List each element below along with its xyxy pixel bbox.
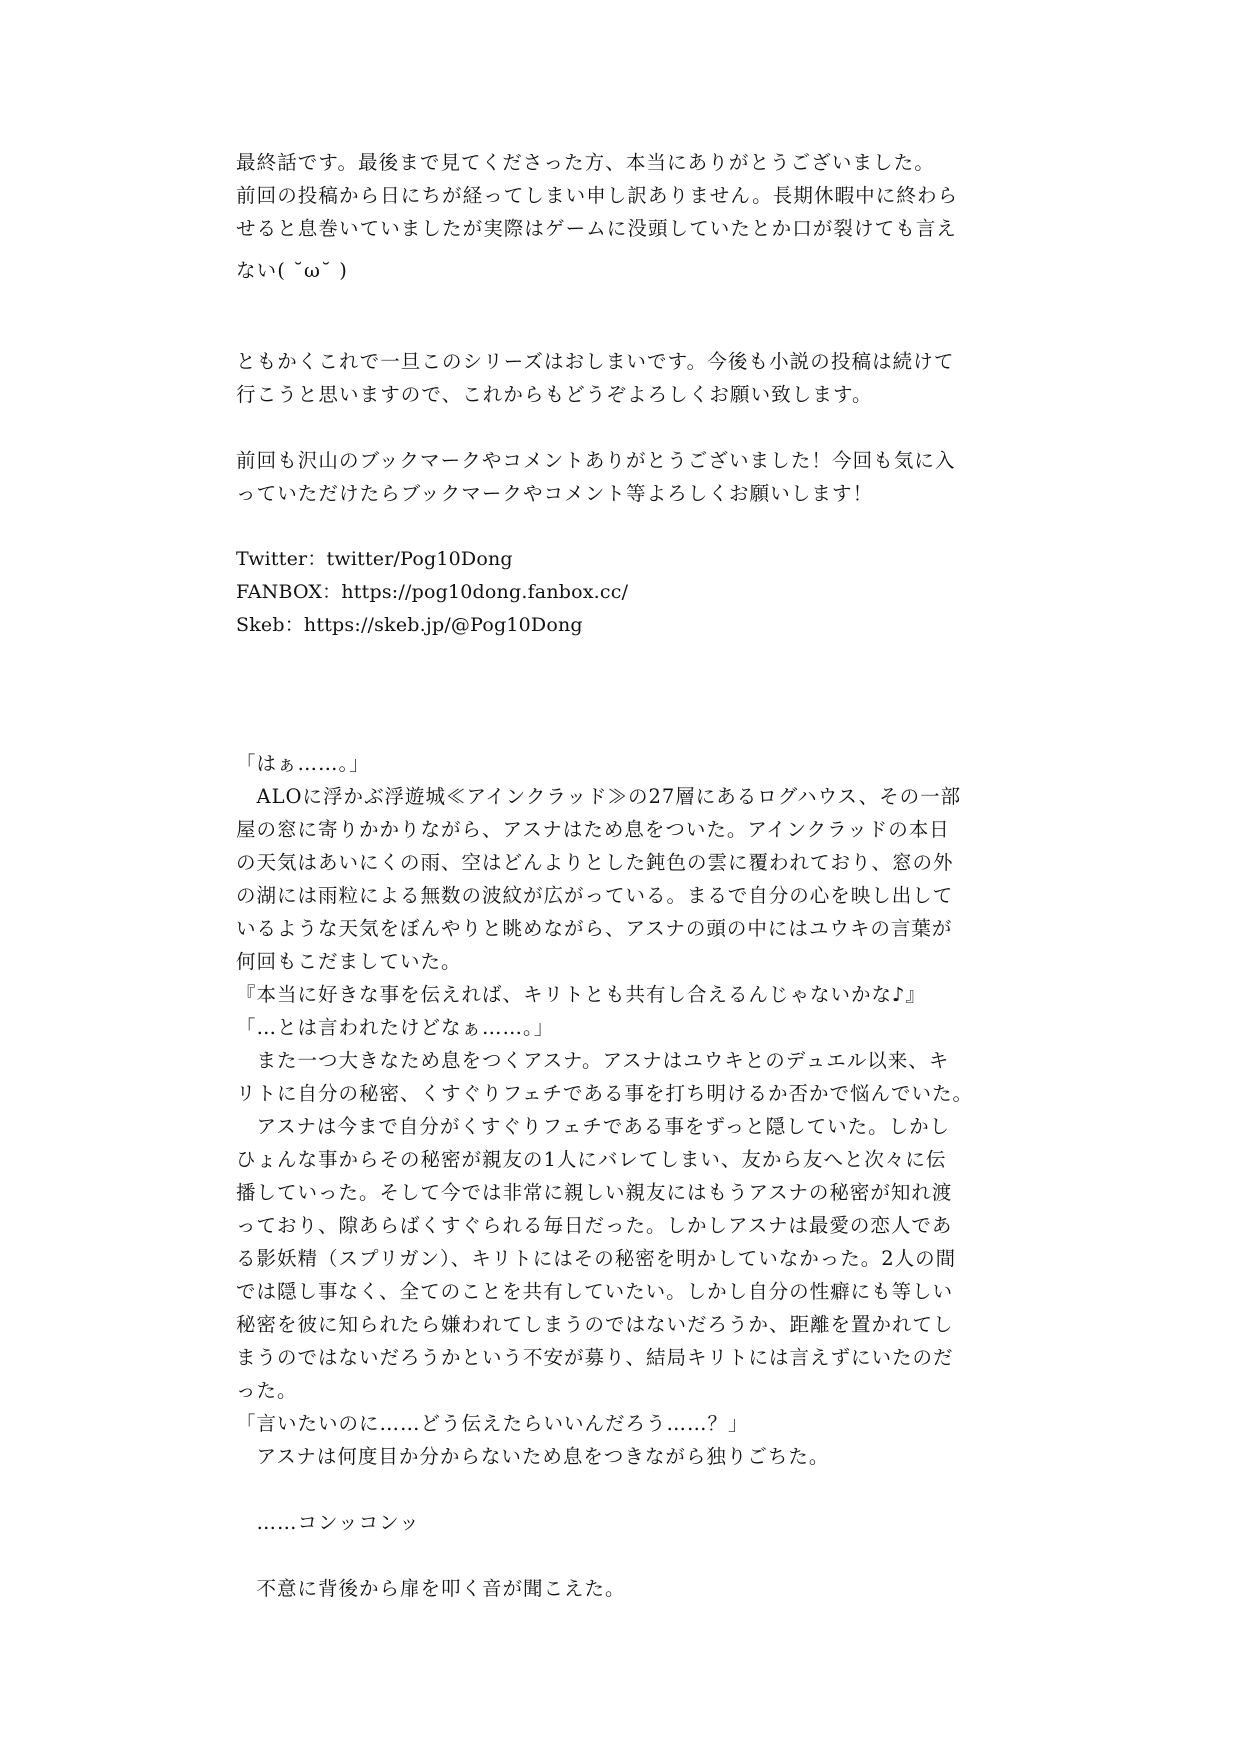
story-line: 不意に背後から扉を叩く音が聞こえた。 bbox=[236, 1577, 626, 1600]
story-line: の天気はあいにくの雨、空はどんよりとした鈍色の雲に覆われており、窓の外 bbox=[236, 851, 954, 874]
text-line: せると息巻いていましたが実際はゲームに没頭していたとか口が裂けても言え bbox=[236, 217, 958, 240]
story-line: リトに自分の秘密、くすぐりフェチである事を打ち明けるか否かで悩んでいた。 bbox=[236, 1082, 974, 1105]
sound-effect-line: ……コンッコンッ bbox=[236, 1511, 420, 1534]
story-line: の湖には雨粒による無数の波紋が広がっている。まるで自分の心を映し出して bbox=[236, 884, 954, 907]
text-line: ない( ˘ω˘ ) bbox=[236, 259, 348, 282]
story-line: る影妖精（スプリガン）、キリトにはその秘密を明かしていなかった。2人の間 bbox=[236, 1247, 957, 1270]
story-line: 「はぁ……。」 bbox=[236, 752, 370, 775]
text-line: 前回の投稿から日にちが経ってしまい申し訳ありません。長期休暇中に終わら bbox=[236, 184, 959, 207]
story-line: また一つ大きなため息をつくアスナ。アスナはユウキとのデュエル以来、キ bbox=[236, 1049, 950, 1072]
spacer bbox=[236, 1539, 1016, 1572]
afterword-paragraph-3 bbox=[236, 444, 1016, 510]
story-line: 『本当に好きな事を伝えれば、キリトとも共有し合えるんじゃないかな♪』 bbox=[236, 983, 926, 1006]
story-line: ひょんな事からその秘密が親友の1人にバレてしまい、友から友へと次々に伝 bbox=[236, 1148, 947, 1171]
afterword-paragraph-1 bbox=[236, 146, 1016, 297]
spacer bbox=[236, 411, 1016, 444]
text-line: 行こうと思いますので、これからもどうぞよろしくお願い致します。 bbox=[236, 383, 873, 406]
story-line: いるような天気をぼんやりと眺めながら、アスナの頭の中にはユウキの言葉が bbox=[236, 917, 953, 940]
story-line: った。 bbox=[236, 1379, 298, 1402]
story-line: っており、隙あらばくすぐられる毎日だった。しかしアスナは最愛の恋人であ bbox=[236, 1214, 953, 1237]
skeb-link: Skeb：https://skeb.jp/@Pog10Dong bbox=[236, 614, 583, 636]
story-line: まうのではないだろうかという不安が募り、結局キリトには言えずにいたのだ bbox=[236, 1346, 954, 1369]
text-line: 最終話です。最後まで見てくださった方、本当にありがとうございました。 bbox=[236, 151, 935, 174]
story-line: 「…とは言われたけどなぁ……。」 bbox=[236, 1016, 555, 1039]
story-line: 播していった。そして今では非常に親しい親友にはもうアスナの秘密が知れ渡 bbox=[236, 1181, 953, 1204]
fanbox-link: FANBOX：https://pog10dong.fanbox.cc/ bbox=[236, 581, 629, 603]
story-line: 屋の窓に寄りかかりながら、アスナはため息をついた。アインクラッドの本日 bbox=[236, 818, 950, 841]
spacer bbox=[236, 1473, 1016, 1506]
story-line: 「言いたいのに……どう伝えたらいいんだろう……？」 bbox=[236, 1412, 749, 1435]
spacer bbox=[236, 642, 1016, 747]
text-line: ともかくこれで一旦このシリーズはおしまいです。今後も小説の投稿は続けて bbox=[236, 350, 955, 373]
spacer bbox=[236, 510, 1016, 543]
text-line: 前回も沢山のブックマークやコメントありがとうございました！今回も気に入 bbox=[236, 449, 956, 472]
story-line: ALOに浮かぶ浮遊城≪アインクラッド≫の27層にあるログハウス、その一部 bbox=[236, 785, 962, 808]
afterword-paragraph-2 bbox=[236, 345, 1016, 411]
story-line: では隠し事なく、全てのことを共有していたい。しかし自分の性癖にも等しい bbox=[236, 1280, 954, 1303]
story-line: 何回もこだましていた。 bbox=[236, 950, 462, 973]
spacer bbox=[236, 297, 1016, 345]
story-body bbox=[236, 747, 1016, 1605]
social-links bbox=[236, 543, 1016, 642]
twitter-link: Twitter：twitter/Pog10Dong bbox=[236, 548, 513, 570]
text-line: っていただけたらブックマークやコメント等よろしくお願いします！ bbox=[236, 482, 874, 505]
story-line: 秘密を彼に知られたら嫌われてしまうのではないだろうか、距離を置かれてし bbox=[236, 1313, 954, 1336]
story-line: アスナは今まで自分がくすぐりフェチである事をずっと隠していた。しかし bbox=[236, 1115, 951, 1138]
document-page bbox=[236, 146, 1016, 1605]
story-line: アスナは何度目か分からないため息をつきながら独りごちた。 bbox=[236, 1445, 830, 1468]
